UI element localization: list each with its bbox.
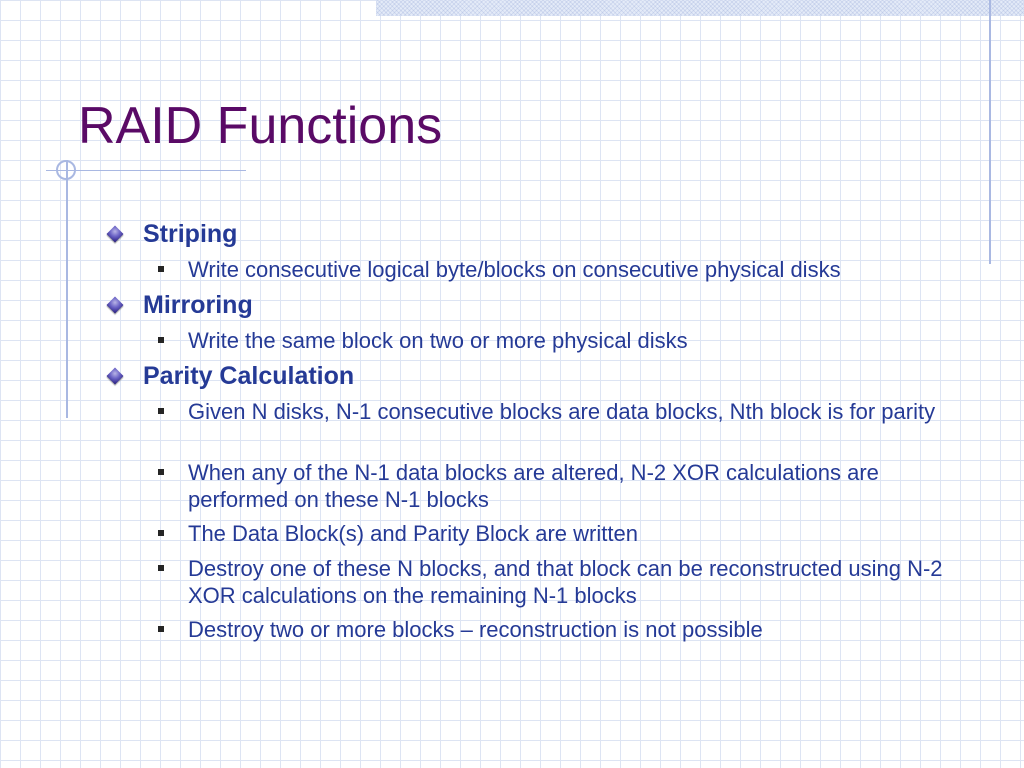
square-bullet-icon	[158, 626, 164, 632]
list-item-text: Destroy one of these N blocks, and that block can be reconstructed using N-2 XOR calculations on the remaining N-1 blocks	[188, 556, 943, 608]
square-bullet-icon	[158, 337, 164, 343]
list-item-text: Write consecutive logical byte/blocks on consecutive physical disks	[188, 257, 841, 282]
list-item	[188, 520, 968, 547]
list-item-text: Destroy two or more blocks – reconstruction is not possible	[188, 617, 763, 642]
slide-title: RAID Functions	[78, 97, 443, 155]
section-heading-mirroring	[143, 290, 253, 320]
list-item	[188, 256, 968, 283]
section-heading-text: Striping	[143, 220, 238, 248]
section-heading-parity-calculation	[143, 361, 354, 391]
list-item-text: The Data Block(s) and Parity Block are written	[188, 521, 638, 546]
list-item	[188, 459, 968, 513]
section-heading-striping	[143, 219, 237, 249]
square-bullet-icon	[158, 408, 164, 414]
list-item	[188, 327, 968, 354]
square-bullet-icon	[158, 266, 164, 272]
diamond-bullet-icon	[107, 368, 124, 385]
list-item	[188, 398, 968, 425]
list-item-text: When any of the N-1 data blocks are altered, N-2 XOR calculations are performed on these N-1 blocks	[188, 460, 879, 512]
square-bullet-icon	[158, 530, 164, 536]
list-item	[188, 555, 968, 609]
list-item	[188, 616, 968, 643]
section-heading-text: Mirroring	[143, 291, 253, 319]
section-heading-text: Parity Calculation	[143, 362, 355, 390]
square-bullet-icon	[158, 565, 164, 571]
square-bullet-icon	[158, 469, 164, 475]
diamond-bullet-icon	[107, 297, 124, 314]
list-item-text: Write the same block on two or more physical disks	[188, 328, 688, 353]
diamond-bullet-icon	[107, 226, 124, 243]
list-item-text: Given N disks, N-1 consecutive blocks are data blocks, Nth block is for parity	[188, 399, 936, 424]
